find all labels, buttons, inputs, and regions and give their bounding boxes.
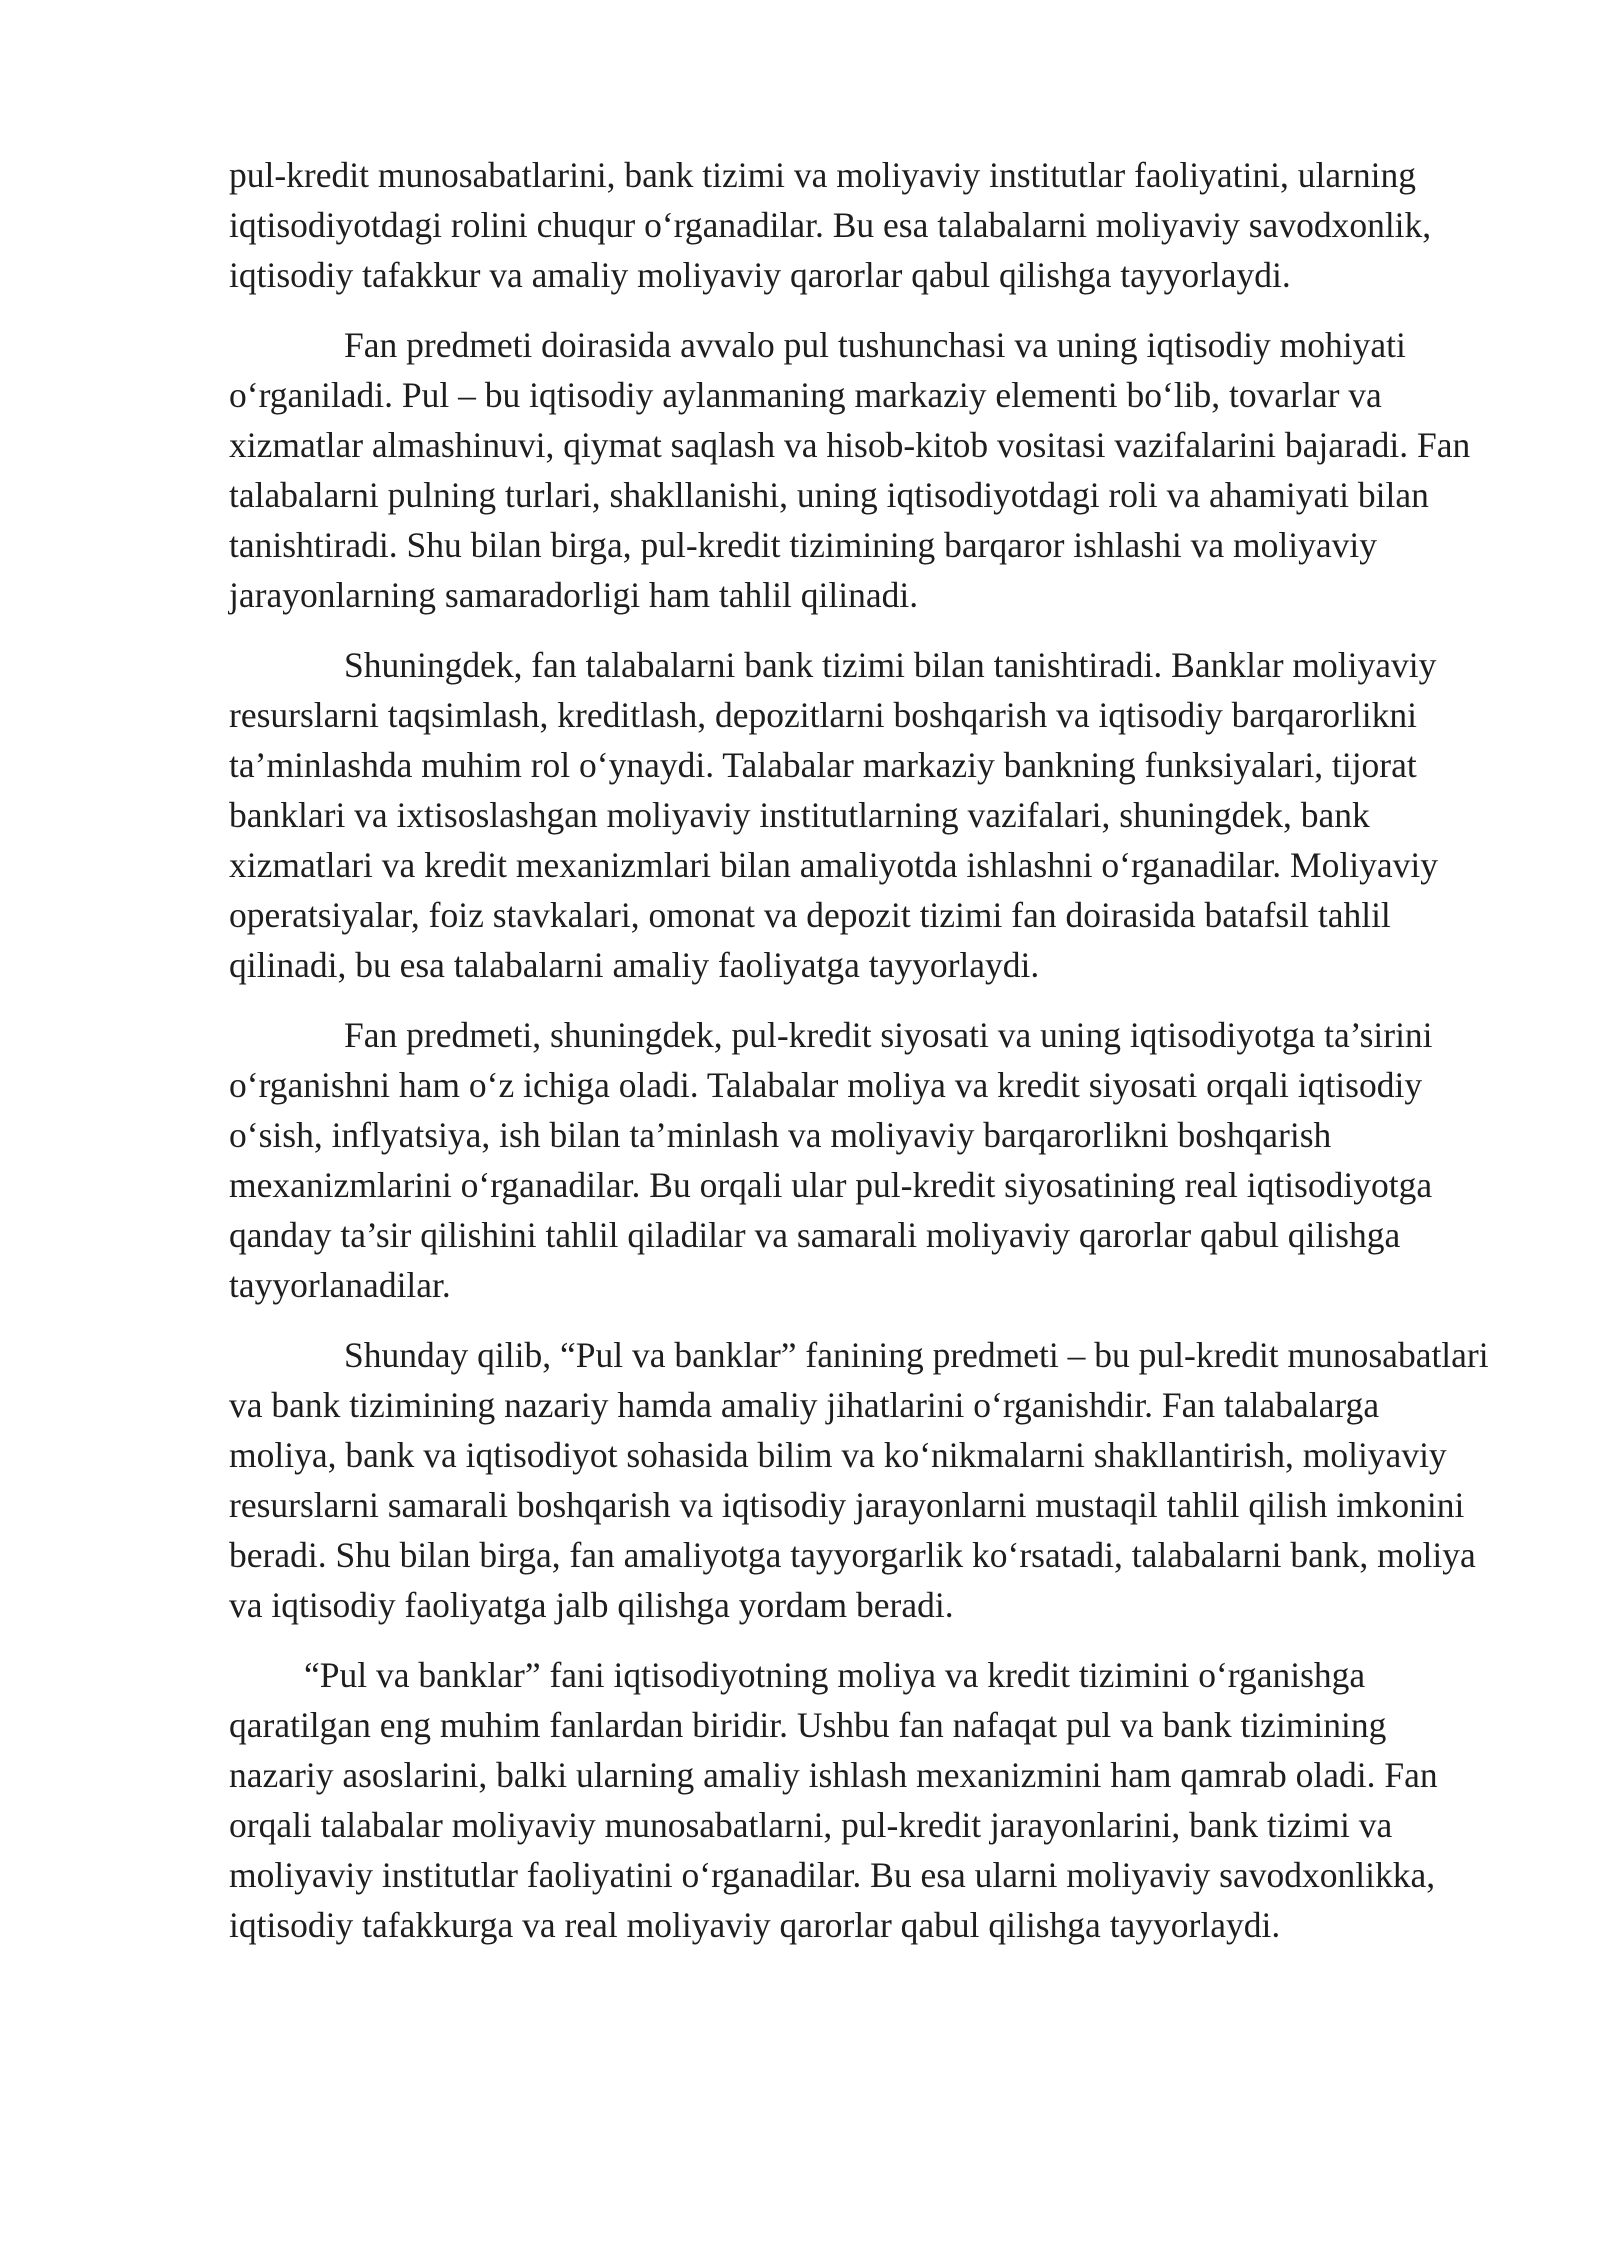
paragraph-continuation: pul-kredit munosabatlarini, bank tizimi va moliyaviy institutlar faoliyatini, ularning iqtisodiyotdagi rolini chuqur o‘rganadilar. Bu esa talabalarni moliyaviy savodxonlik, iqtisodiy tafakkur va amaliy moliyaviy qarorlar qabul qilishga tayyorlaydi. bbox=[229, 155, 1432, 295]
paragraph-course-importance: “Pul va banklar” fani iqtisodiyotning moliya va kredit tizimini o‘rganishga qaratilgan eng muhim fanlardan biridir. Ushbu fan nafaqat pul va bank tizimining nazariy asoslarini, balki ularning amaliy ishlash mexanizmini ham qamrab oladi. Fan orqali talabalar moliyaviy munosabatlarni, pul-kredit jarayonlarini, bank tizimi va moliyaviy institutlar faoliyatini o‘rganadilar. Bu esa ularni moliyaviy savodxonlikka, iqtisodiy tafakkurga va real moliyaviy qarorlar qabul qilishga tayyorlaydi. bbox=[229, 1655, 1438, 1945]
paragraph-money-concept: Fan predmeti doirasida avvalo pul tushunchasi va uning iqtisodiy mohiyati o‘rganiladi. Pul – bu iqtisodiy aylanmaning markaziy elementi bo‘lib, tovarlar va xizmatlar almashinuvi, qiymat saqlash va hisob-kitob vositasi vazifalarini bajaradi. Fan talabalarni pulning turlari, shakllanishi, uning iqtisodiyotdagi roli va ahamiyati bilan tanishtiradi. Shu bilan birga, pul-kredit tizimining barqaror ishlashi va moliyaviy jarayonlarning samaradorligi ham tahlil qilinadi. bbox=[229, 325, 1471, 615]
document-body bbox=[229, 150, 1491, 1970]
paragraph-subject-summary: Shunday qilib, “Pul va banklar” fanining predmeti – bu pul-kredit munosabatlari va bank tizimining nazariy hamda amaliy jihatlarini o‘rganishdir. Fan talabalarga moliya, bank va iqtisodiyot sohasida bilim va ko‘nikmalarni shakllantirish, moliyaviy resurslarni samarali boshqarish va iqtisodiy jarayonlarni mustaqil tahlil qilish imkonini beradi. Shu bilan birga, fan amaliyotga tayyorgarlik ko‘rsatadi, talabalarni bank, moliya va iqtisodiy faoliyatga jalb qilishga yordam beradi. bbox=[229, 1335, 1489, 1625]
paragraph-monetary-policy: Fan predmeti, shuningdek, pul-kredit siyosati va uning iqtisodiyotga ta’sirini o‘rganishni ham o‘z ichiga oladi. Talabalar moliya va kredit siyosati orqali iqtisodiy o‘sish, inflyatsiya, ish bilan ta’minlash va moliyaviy barqarorlikni boshqarish mexanizmlarini o‘rganadilar. Bu orqali ular pul-kredit siyosatining real iqtisodiyotga qanday ta’sir qilishini tahlil qiladilar va samarali moliyaviy qarorlar qabul qilishga tayyorlanadilar. bbox=[229, 1015, 1433, 1305]
paragraph-bank-system: Shuningdek, fan talabalarni bank tizimi bilan tanishtiradi. Banklar moliyaviy resurslarni taqsimlash, kreditlash, depozitlarni boshqarish va iqtisodiy barqarorlikni ta’minlashda muhim rol o‘ynaydi. Talabalar markaziy bankning funksiyalari, tijorat banklari va ixtisoslashgan moliyaviy institutlarning vazifalari, shuningdek, bank xizmatlari va kredit mexanizmlari bilan amaliyotda ishlashni o‘rganadilar. Moliyaviy operatsiyalar, foiz stavkalari, omonat va depozit tizimi fan doirasida batafsil tahlil qilinadi, bu esa talabalarni amaliy faoliyatga tayyorlaydi. bbox=[229, 645, 1438, 985]
